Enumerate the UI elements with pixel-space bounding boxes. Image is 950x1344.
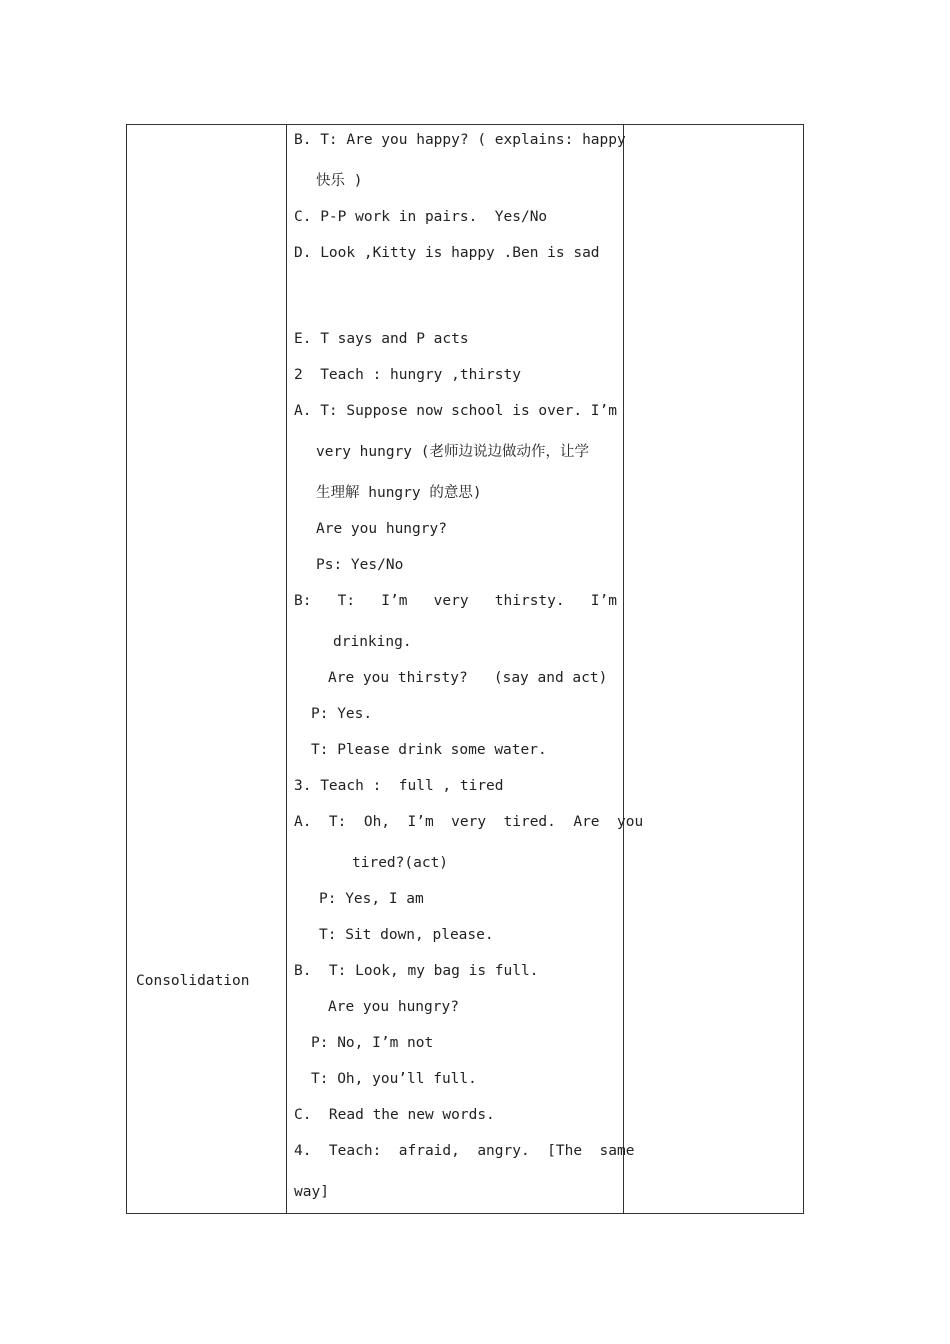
text-line: Are you thirsty? (say and act) [328, 670, 608, 686]
text-line: A. T: Oh, I’m very tired. Are you [294, 814, 644, 830]
text-line: P: Yes, I am [319, 891, 424, 907]
text-line: C. Read the new words. [294, 1107, 495, 1123]
text-line: B. T: Look, my bag is full. [294, 963, 539, 979]
text-line: 快乐 ) [316, 173, 363, 189]
text-line: tired?(act) [352, 855, 449, 871]
text-line: D. Look ,Kitty is happy .Ben is sad [294, 245, 600, 261]
text-line: Ps: Yes/No [316, 557, 404, 573]
text-line: Are you hungry? [316, 521, 447, 537]
text-line: T: Please drink some water. [311, 742, 547, 758]
text-line: A. T: Suppose now school is over. I’m [294, 403, 618, 419]
text-line: E. T says and P acts [294, 331, 469, 347]
text-line: very hungry (老师边说边做动作，让学 [316, 444, 589, 460]
text-line: 生理解 hungry 的意思) [316, 485, 482, 501]
text-line: 3. Teach : full , tired [294, 778, 504, 794]
text-line: B: T: I’m very thirsty. I’m [294, 593, 618, 609]
text-line: drinking. [333, 634, 412, 650]
row-label: Consolidation [136, 973, 250, 989]
text-line: P: No, I’m not [311, 1035, 434, 1051]
text-line: P: Yes. [311, 706, 373, 722]
text-line: T: Sit down, please. [319, 927, 494, 943]
text-line: way] [294, 1184, 329, 1200]
text-line: 2 Teach : hungry ,thirsty [294, 367, 521, 383]
text-line: T: Oh, you’ll full. [311, 1071, 477, 1087]
text-line: B. T: Are you happy? ( explains: happy [294, 132, 626, 148]
text-line: Are you hungry? [328, 999, 459, 1015]
text-line: C. P-P work in pairs. Yes/No [294, 209, 548, 225]
column-divider-1 [286, 125, 287, 1213]
column-divider-2 [623, 125, 624, 1213]
text-line: 4. Teach: afraid, angry. [The same [294, 1143, 635, 1159]
lesson-table [126, 124, 804, 1214]
